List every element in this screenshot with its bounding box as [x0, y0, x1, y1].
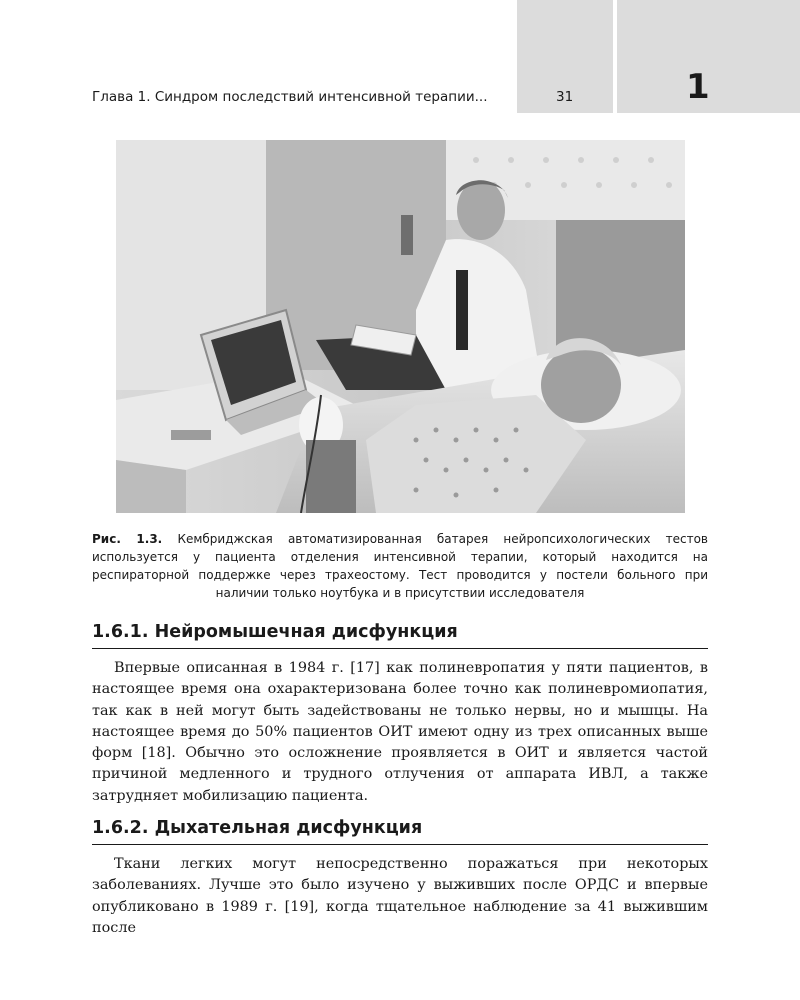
caption-text: Кембриджская автоматизированная батарея нейропсихологических тестов используется у пациента отделения интенсивной терапии, который находится на респираторной поддержке через трахеостому. Тест проводится у постели больного при наличии только ноутбука и в присутствии исследователя [92, 532, 708, 600]
chapter-number: 1 [686, 67, 710, 107]
caption-label: Рис. 1.3. [92, 532, 163, 546]
section-paragraph: Впервые описанная в 1984 г. [17] как полиневропатия у пяти пациентов, в настоящее время она охарактеризована более точно как полиневромиопатия, так как в ней могут быть задействованы не только нервы, но и мышцы. На настоящее время до 50% пациентов ОИТ имеют одну из трех описанных выше форм [18]. Обычно это осложнение проявляется в ОИТ и является частой причиной медленного и трудного отлучения от аппарата ИВЛ, а также затрудняет мобилизацию пациента. [92, 660, 708, 804]
figure-caption [92, 530, 708, 602]
photo-illustration [116, 140, 685, 513]
running-head: Глава 1. Синдром последствий интенсивной терапии... [92, 89, 488, 105]
section-heading: 1.6.2. Дыхательная дисфункция [92, 816, 708, 845]
section-paragraph: Ткани легких могут непосредственно поражаться при некоторых заболеваниях. Лучше это было изучено у выживших после ОРДС и впервые опубликовано в 1989 г. [19], когда тщательное наблюдение за 41 выжившим после [92, 856, 708, 936]
page-number: 31 [556, 89, 574, 105]
section-heading: 1.6.1. Нейромышечная дисфункция [92, 620, 708, 649]
figure-photo [116, 140, 685, 513]
